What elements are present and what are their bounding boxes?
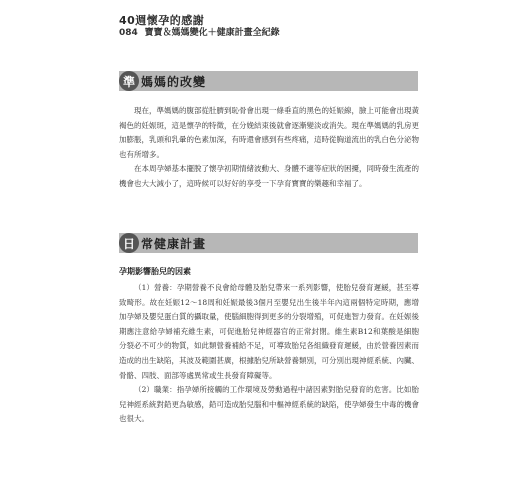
heading-initial-badge: 日 [119,233,139,253]
header-subtitle-line [119,28,419,39]
body-paragraph: 在本周孕婦基本擺脫了懷孕初期情緒波動大、身體不適等症狀的困擾，同時發生流產的機會也大大減小了，這時候可以好好的享受一下孕育寶寶的樂趣和幸福了。 [119,164,419,188]
subheading: 孕期影響胎兒的因素 [119,267,191,276]
body-paragraph: 現在，準媽媽的腹部從肚臍到恥骨會出現一條垂直的黑色的妊娠線，臉上可能會出現黃褐色的妊娠斑，這是懷孕的特徵，在分娩結束後就會逐漸變淡或消失。現在準媽媽的乳房更加膨脹，乳頭和乳暈的色素加深，有時還會感到有些疼痛，這時從胸道流出的乳白色分泌物也有所增多。 [119,106,419,159]
page-number: 084 [119,28,138,38]
section-heading-mother-changes [119,71,418,91]
section2-body [119,281,419,427]
section-heading-text: 媽媽的改變 [141,74,207,89]
book-title: 40週懷孕的感謝 [119,14,205,27]
book-subtitle: 寶寶＆媽媽變化＋健康計畫全紀錄 [144,28,280,38]
section-heading-text: 常健康計畫 [141,236,207,251]
page-header [119,14,419,39]
section1-body [119,104,419,192]
section-heading-daily-health [119,233,418,253]
heading-initial-badge: 準 [119,71,139,91]
body-paragraph: （2）職業：指孕婦所接觸的工作環境及勞動過程中諸因素對胎兒發育的危害。比如胎兒神經系統對鉛更為敏感，鉛可造成胎兒腦和中樞神經系統的缺陷，使孕婦發生中毒的機會也很大。 [119,385,419,424]
body-paragraph: （1）營養：孕期營養不良會給母體及胎兒帶來一系列影響，使胎兒發育遲緩，甚至導致畸形。故在妊娠12～18周和妊娠最後3個月至嬰兒出生後半年內這兩個特定時期，應增加孕婦及嬰兒蛋白質的攝取量，使腦細胞得到更多的分裂增殖，可促進智力發育。在妊娠後期應注意給孕婦補充維生素，可促進胎兒神經器官的正常封閉。維生素B12和葉酸是細胞分裂必不可少的物質，如此類營養補給不足，可導致胎兒各組織發育遲緩，由於營養因素而造成的出生缺陷，其波及範圍甚廣，根據胎兒所缺營養類別，可分別出現神經系統、內臟、骨骼、四肢、面部等處異常或生長發育障礙等。 [119,283,419,380]
